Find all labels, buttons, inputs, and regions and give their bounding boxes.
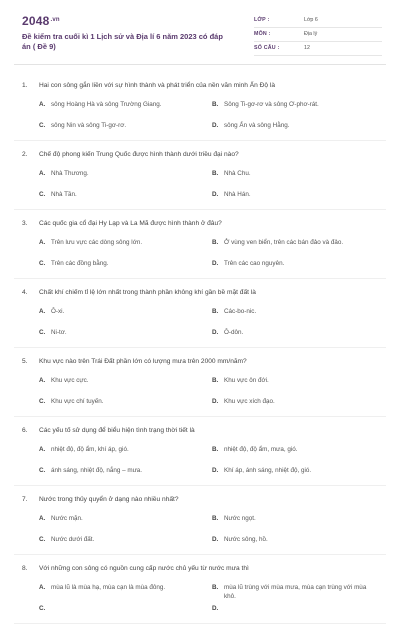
option-text: Khu vực cực. [51, 377, 89, 384]
question-item [0, 417, 400, 486]
option-letter: C. [39, 191, 46, 198]
meta-label: LỚP : [254, 17, 270, 23]
option-text: Ô-dôn. [224, 329, 244, 336]
option-letter: B. [212, 446, 219, 453]
question-item [0, 141, 400, 210]
question-text: Các yếu tố sử dụng để biểu hiện tình trạng thời tiết là [39, 427, 195, 434]
option-letter: D. [212, 122, 219, 129]
option-letter: A. [39, 515, 46, 522]
option-text: Trên lưu vực các dòng sông lớn. [51, 239, 143, 246]
exam-meta [254, 14, 382, 56]
meta-value: 12 [304, 45, 310, 51]
option-text: Nhà Tần. [51, 191, 77, 198]
option-text: Nhà Thương. [51, 170, 89, 177]
option-text: sông Nin và sông Ti-gơ-rơ. [51, 122, 127, 129]
option-text: Nước dưới đất. [51, 536, 95, 543]
question-item [0, 555, 400, 624]
question-text: Chất khí chiếm tỉ lệ lớn nhất trong thành phần không khí gần bề mặt đất là [39, 289, 256, 296]
meta-count-row [254, 42, 382, 56]
option-letter: B. [212, 101, 219, 108]
page-title: Đề kiểm tra cuối kì 1 Lịch sử và Địa lí 6 năm 2023 có đáp án ( Đề 9) [22, 32, 223, 51]
question-number: 4. [22, 289, 28, 296]
option-letter: B. [212, 239, 219, 246]
option-letter: A. [39, 170, 46, 177]
question-item [0, 348, 400, 417]
question-text: Nước trong thủy quyển ở dạng nào nhiều nhất? [39, 496, 179, 503]
option-letter: A. [39, 584, 46, 591]
option-text: Ni-tơ. [51, 329, 67, 336]
option-letter: D. [212, 605, 219, 612]
option-letter: C. [39, 260, 46, 267]
option-text: ánh sáng, nhiệt độ, nắng – mưa. [51, 467, 143, 474]
site-logo[interactable] [22, 14, 60, 28]
option-letter: D. [212, 398, 219, 405]
option-text: Các-bo-nic. [224, 308, 257, 315]
option-letter: B. [212, 584, 219, 591]
question-number: 3. [22, 220, 28, 227]
option-letter: C. [39, 329, 46, 336]
option-letter: B. [212, 170, 219, 177]
option-letter: C. [39, 605, 46, 612]
option-text: Nước mặn. [51, 515, 83, 522]
option-text: sông Ấn và sông Hằng. [224, 122, 290, 129]
meta-class-row [254, 14, 382, 28]
question-item [0, 72, 400, 141]
option-text: Trên các cao nguyên. [224, 260, 285, 267]
option-letter: C. [39, 536, 46, 543]
logo-tld: .vn [50, 17, 60, 23]
option-text: Khí áp, ánh sáng, nhiệt độ, gió. [224, 467, 312, 474]
option-letter: C. [39, 467, 46, 474]
option-letter: A. [39, 308, 46, 315]
header-divider [14, 64, 386, 65]
question-item [0, 210, 400, 279]
question-item [0, 486, 400, 555]
question-list [0, 72, 400, 624]
option-letter: A. [39, 377, 46, 384]
question-number: 1. [22, 82, 28, 89]
option-letter: A. [39, 239, 46, 246]
meta-value: Lớp 6 [304, 17, 318, 23]
meta-label: SỐ CÂU : [254, 45, 280, 51]
option-letter: D. [212, 536, 219, 543]
option-letter: D. [212, 260, 219, 267]
option-text: Nhà Chu. [224, 170, 251, 177]
option-letter: D. [212, 467, 219, 474]
option-text: nhiệt độ, độ ẩm, mưa, gió. [224, 446, 298, 453]
option-letter: D. [212, 329, 219, 336]
option-text: Sông Ti-gơ-rơ và sông Ơ-phơ-rát. [224, 101, 319, 108]
option-letter: D. [212, 191, 219, 198]
option-text: Ở vùng ven biển, trên các bán đảo và đảo. [224, 239, 344, 246]
question-text: Với những con sông có nguồn cung cấp nước chủ yếu từ nước mưa thì [39, 565, 249, 572]
logo-main: 2048 [22, 14, 50, 28]
question-text: Chế độ phong kiến Trung Quốc được hình thành dưới triều đại nào? [39, 151, 239, 158]
option-letter: A. [39, 446, 46, 453]
question-text: Khu vực nào trên Trái Đất phần lớn có lượng mưa trên 2000 mm/năm? [39, 358, 247, 365]
question-number: 2. [22, 151, 28, 158]
option-letter: C. [39, 122, 46, 129]
question-number: 7. [22, 496, 28, 503]
question-number: 5. [22, 358, 28, 365]
option-text: Khu vực ôn đới. [224, 377, 269, 384]
option-text: Nhà Hán. [224, 191, 251, 198]
option-text: Nước sông, hồ. [224, 536, 268, 543]
option-text: mùa lũ là mùa hạ, mùa cạn là mùa đông. [51, 584, 166, 591]
option-letter: B. [212, 515, 219, 522]
question-number: 8. [22, 565, 28, 572]
question-item [0, 279, 400, 348]
option-letter: B. [212, 377, 219, 384]
question-number: 6. [22, 427, 28, 434]
option-text: Ô-xi. [51, 308, 65, 315]
meta-value: Địa lý [304, 31, 318, 37]
option-letter: A. [39, 101, 46, 108]
question-text: Hai con sông gắn liền với sự hình thành và phát triển của nền văn minh Ấn Độ là [39, 82, 276, 89]
meta-subject-row [254, 28, 382, 42]
option-text: sông Hoàng Hà và sông Trường Giang. [51, 101, 162, 108]
option-text: nhiệt độ, độ ẩm, khí áp, gió. [51, 446, 129, 453]
option-text: Nước ngọt. [224, 515, 256, 522]
option-text: mùa lũ trùng với mùa mưa, mùa cạn trùng với mùa khô. [224, 584, 367, 600]
option-text: Khu vực chí tuyến. [51, 398, 104, 405]
option-letter: C. [39, 398, 46, 405]
option-text: Trên các đồng bằng. [51, 260, 109, 267]
option-letter: B. [212, 308, 219, 315]
header [22, 14, 382, 62]
question-text: Các quốc gia cổ đại Hy Lạp và La Mã được hình thành ở đâu? [39, 220, 222, 227]
meta-label: MÔN : [254, 31, 271, 37]
option-text: Khu vực xích đạo. [224, 398, 275, 405]
